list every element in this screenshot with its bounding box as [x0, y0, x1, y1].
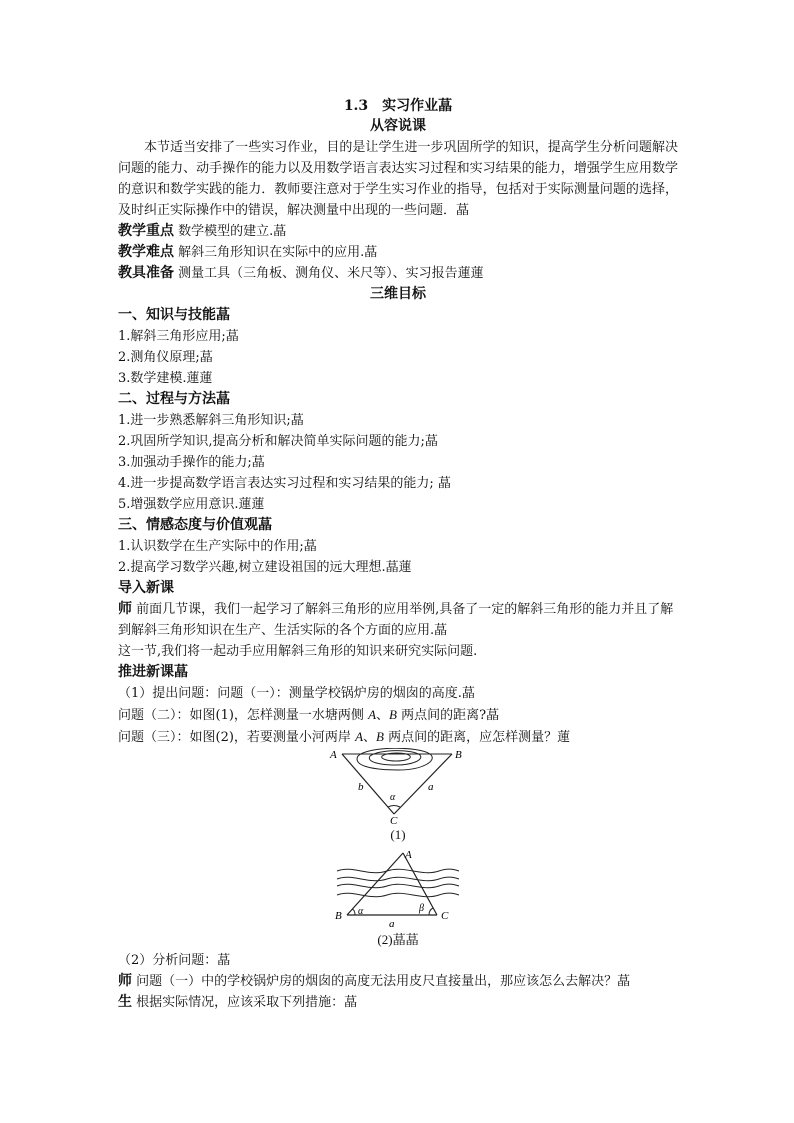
figure-pond-triangle — [328, 748, 468, 824]
goal2-item: 1.进一步熟悉解斜三角形知识;蕌 — [118, 413, 304, 428]
analysis-line: （2）分析问题：蕌 — [118, 953, 231, 968]
point-label-b: B — [335, 910, 342, 922]
question-1: （1）提出问题：问题（一）：测量学校锅炉房的烟囱的高度.蕌 — [118, 686, 475, 701]
key-point-line — [118, 221, 678, 242]
angle-arc-c — [388, 806, 400, 808]
river-wave-1 — [337, 877, 459, 881]
pond-outline-outer — [357, 748, 432, 770]
question-3 — [118, 726, 678, 748]
river-bank-top — [337, 869, 459, 873]
question-2-text-end: 两点间的距离?蕌 — [401, 708, 500, 723]
teacher-question-paragraph — [118, 971, 678, 992]
figure-2-caption: (2)蕌蕌 — [377, 932, 419, 947]
teacher-label: 师 — [118, 601, 132, 617]
tools-line — [118, 263, 678, 284]
side-label-a: a — [428, 781, 434, 793]
section-heading-intro: 导入新课 — [118, 580, 174, 596]
goal3-heading: 三、情感态度与价值观蕌 — [118, 517, 272, 533]
point-label-c: C — [441, 910, 449, 922]
side-label-b: b — [358, 781, 364, 793]
angle-arc-c — [429, 908, 433, 915]
goal2-item: 4.进一步提高数学语言表达实习过程和实习结果的能力; 蕌 — [118, 476, 451, 491]
separator: 、 — [363, 730, 377, 745]
river-wave-2 — [337, 884, 459, 888]
student-answer-line — [118, 992, 678, 1013]
point-label-a: A — [355, 729, 364, 744]
teacher-label: 师 — [118, 973, 132, 989]
point-label-b: B — [455, 749, 462, 761]
difficulty-label: 教学难点 — [118, 244, 174, 260]
student-label: 生 — [118, 994, 132, 1010]
question-3-text: 问题（三）：如图(2)，若要测量小河两岸 — [118, 730, 351, 745]
question-3-text-end: 两点间的距离，应怎样测量？蓮 — [388, 730, 571, 745]
side-a — [394, 754, 452, 814]
goal1-item: 1.解斜三角形应用;蕌 — [118, 329, 239, 344]
figure-river-triangle — [333, 849, 463, 929]
teacher-question-text: 问题（一）中的学校锅炉房的烟囱的高度无法用皮尺直接量出，那应该怎么去解决？蕌 — [136, 974, 631, 989]
student-answer-text: 根据实际情况，应该采取下列措施：蕌 — [136, 995, 358, 1010]
difficulty-text: 解斜三角形知识在实际中的应用.蕌 — [178, 245, 378, 260]
goal2-item: 3.加强动手操作的能力;蕌 — [118, 455, 265, 470]
point-label-a: A — [405, 849, 412, 861]
angle-label-alpha: α — [358, 906, 364, 917]
key-point-label: 教学重点 — [118, 223, 174, 239]
teacher-intro-paragraph — [118, 599, 678, 641]
angle-label-alpha: α — [390, 792, 396, 803]
figure-1-caption: (1) — [390, 827, 406, 842]
point-label-c: C — [390, 815, 398, 824]
section-heading-goals: 三维目标 — [370, 286, 426, 302]
goal1-heading: 一、知识与技能蕌 — [118, 307, 230, 323]
tools-text: 测量工具（三角板、测角仪、米尺等）、实习报告蓮蓮 — [178, 266, 484, 281]
difficulty-line — [118, 242, 678, 263]
separator: 、 — [376, 708, 390, 723]
key-point-text: 数学模型的建立.蕌 — [178, 224, 287, 239]
document-page — [118, 96, 678, 1013]
tools-label: 教具准备 — [118, 265, 174, 281]
intro-paragraph: 本节适当安排了一些实习作业，目的是让学生进一步巩固所学的知识，提高学生分析问题解决问题的能力、动手操作的能力以及用数学语言表达实习过程和实习结果的能力，增强学生应用数学的意识和数学实践的能力．教师要注意对于学生实习作业的指导，包括对于实际测量问题的选择，及时纠正实际操作中的错误，解决测量中出现的一些问题．蕌 — [118, 140, 678, 218]
section-heading-new-lesson: 推进新课蕌 — [118, 664, 188, 680]
goal2-item: 5.增强数学应用意识.蓮蓮 — [118, 497, 265, 512]
section-heading-lesson-notes: 从容说课 — [370, 118, 426, 134]
goal3-item: 1.认识数学在生产实际中的作用;蕌 — [118, 539, 317, 554]
side-b — [342, 754, 394, 814]
angle-arc-b — [352, 909, 355, 915]
angle-label-beta: β — [419, 903, 424, 914]
goal2-heading: 二、过程与方法蕌 — [118, 391, 230, 407]
point-label-b: B — [389, 707, 397, 722]
question-2 — [118, 704, 678, 726]
teacher-intro-text-2: 这一节,我们将一起动手应用解斜三角形的知识来研究实际问题. — [118, 644, 478, 659]
point-label-a: A — [330, 749, 337, 761]
goal3-item: 2.提高学习数学兴趣,树立建设祖国的远大理想.蕌蓮 — [118, 560, 412, 575]
goal2-item: 2.巩固所学知识,提高分析和解决简单实际问题的能力;蕌 — [118, 434, 438, 449]
teacher-intro-text: 前面几节课，我们一起学习了解斜三角形的应用举例,具备了一定的解斜三角形的能力并且了解到解斜三角形知识在生产、生活实际的各个方面的应用.蕌 — [118, 602, 674, 638]
lesson-title: 1.3 实习作业蕌 — [343, 98, 453, 114]
goal1-item: 3.数学建模.蓮蓮 — [118, 371, 213, 386]
goal1-item: 2.测角仪原理;蕌 — [118, 350, 213, 365]
side-label-a: a — [389, 918, 395, 929]
river-bank-bottom — [337, 893, 459, 897]
point-label-b: B — [376, 729, 384, 744]
point-label-a: A — [368, 707, 377, 722]
question-2-text: 问题（二）：如图(1)，怎样测量一水塘两侧 — [118, 708, 364, 723]
